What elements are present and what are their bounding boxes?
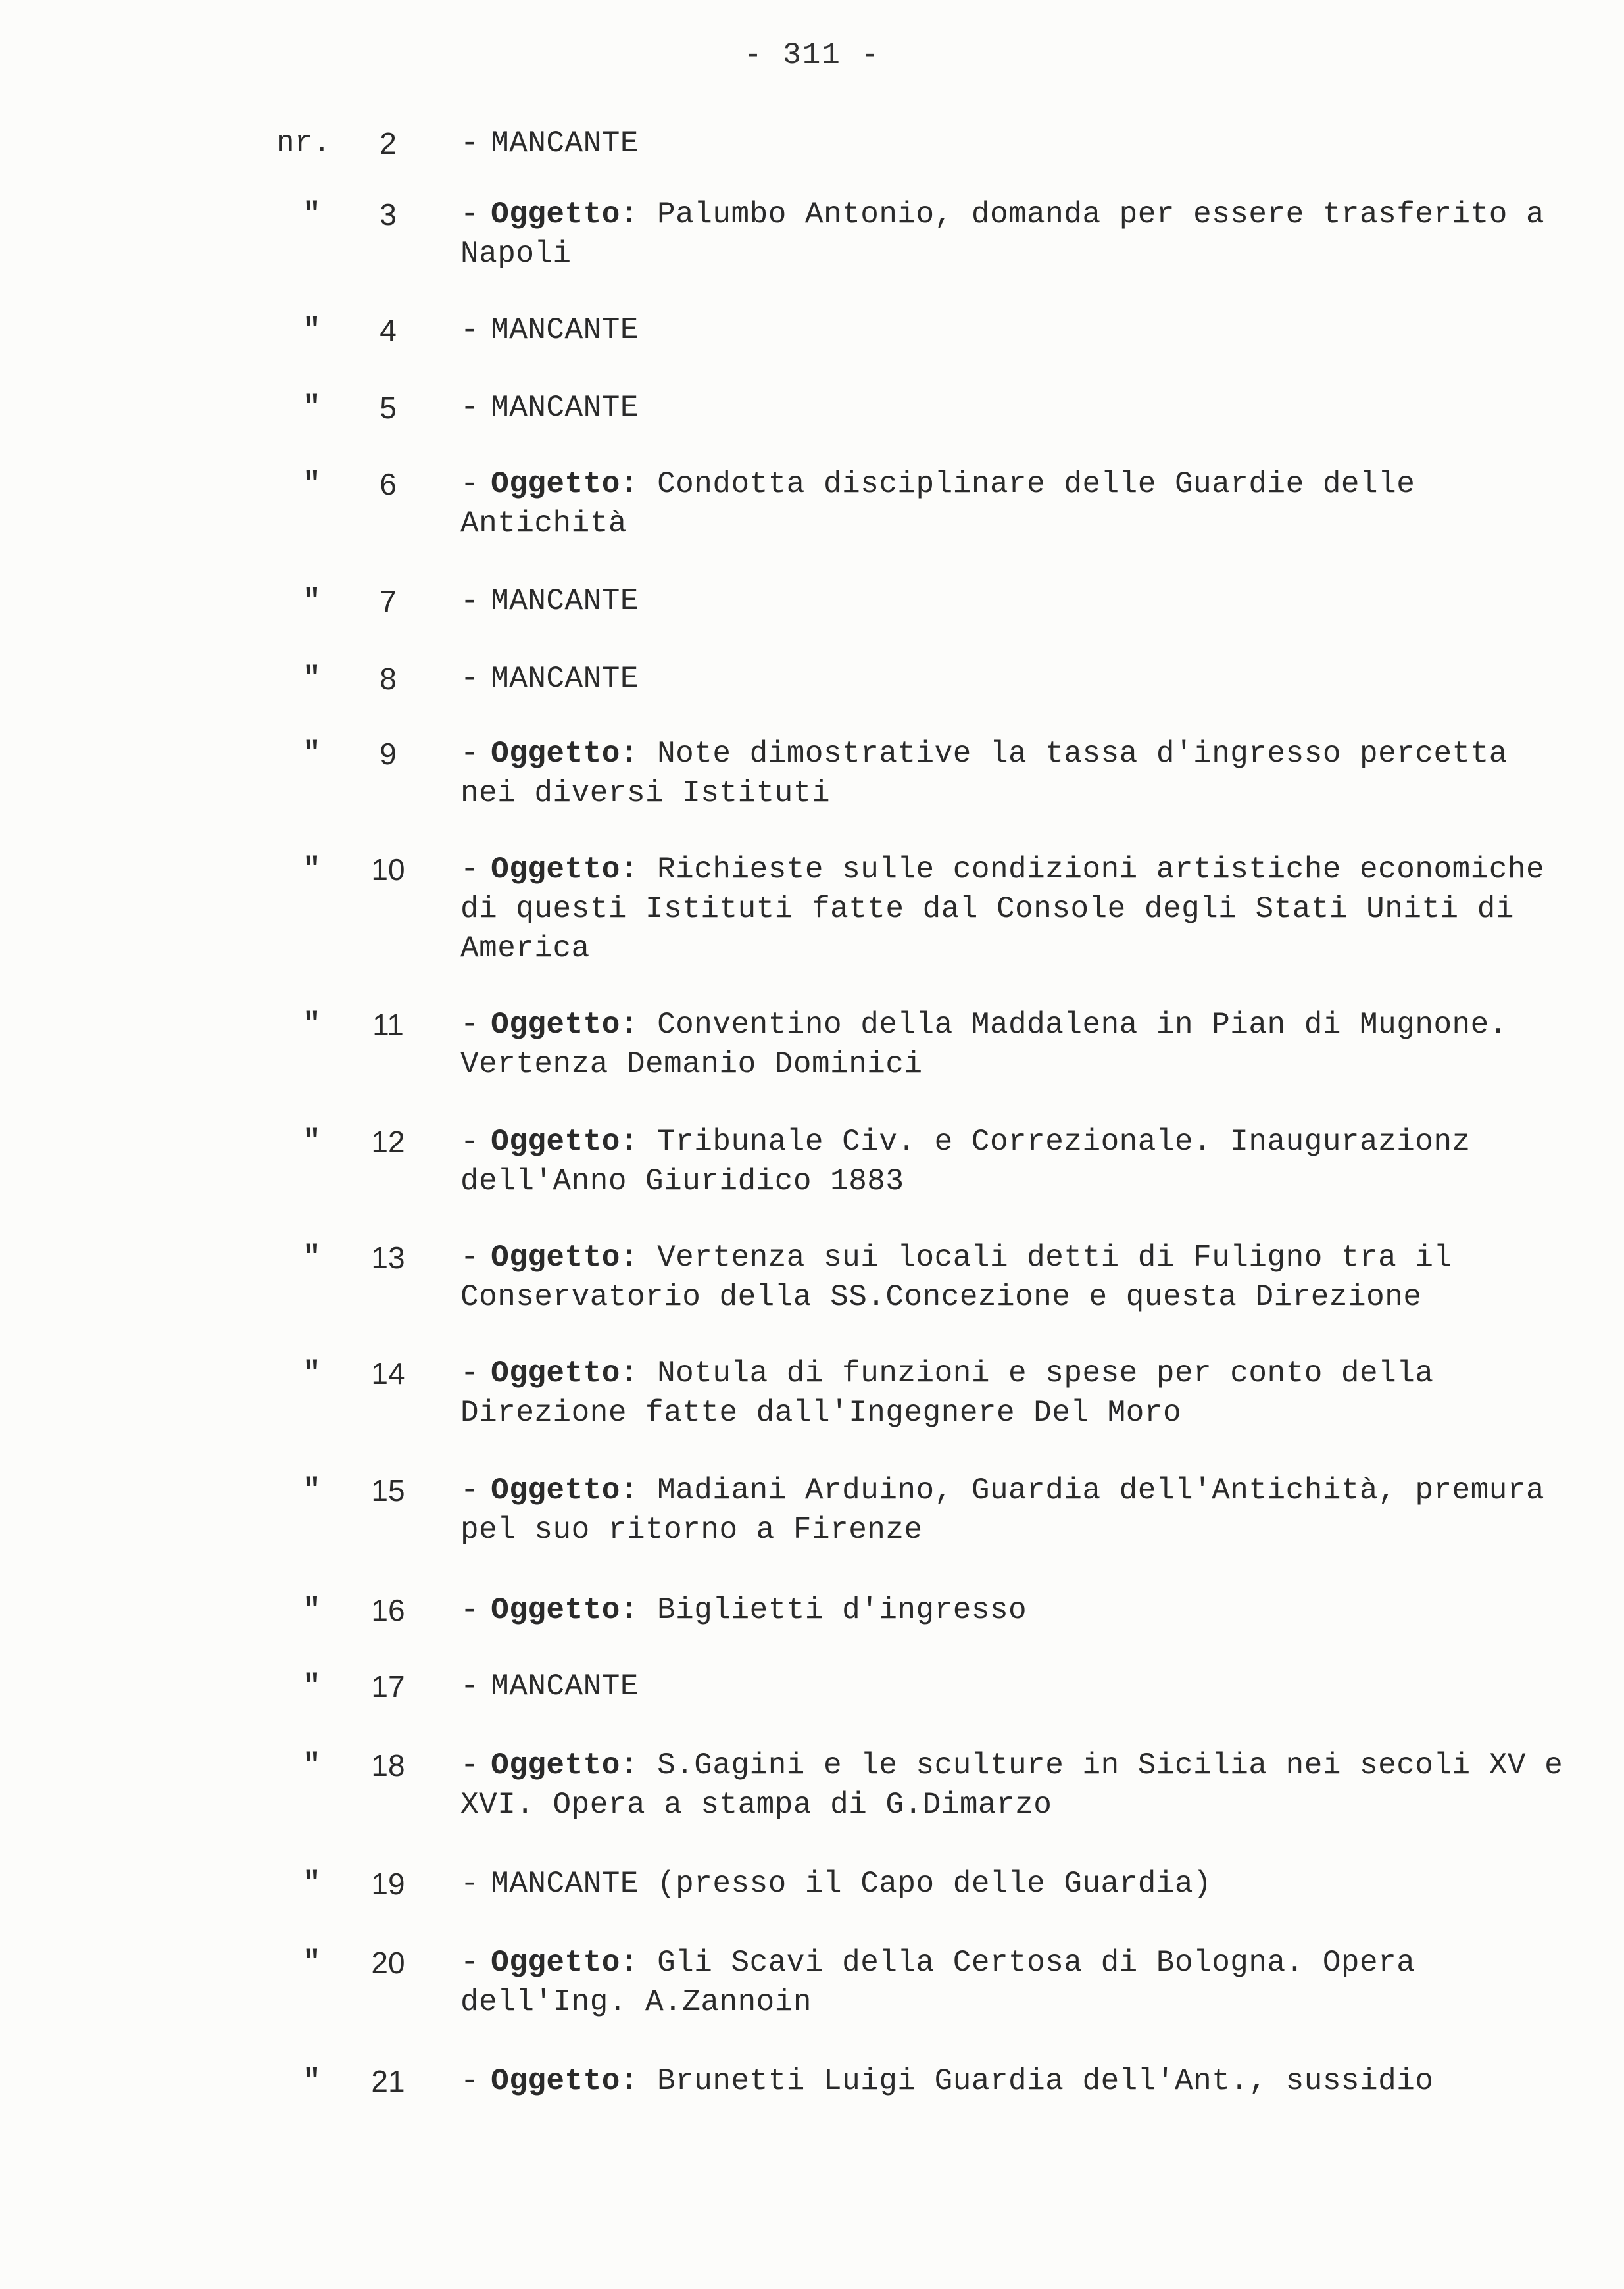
entry-number: 9 bbox=[380, 737, 397, 771]
ditto-mark: " bbox=[303, 1748, 321, 1783]
object-label: Oggetto: bbox=[491, 1748, 658, 1783]
entry-text bbox=[460, 1238, 1565, 1317]
entry-dash: - bbox=[460, 1473, 480, 1508]
object-description: S.Gagini e le sculture in Sicilia nei secoli XV e XVI. Opera a stampa di G.Dimarzo bbox=[460, 1748, 1563, 1822]
entry-text bbox=[460, 1122, 1565, 1201]
missing-status: MANCANTE bbox=[491, 584, 639, 618]
ditto-mark: " bbox=[303, 1593, 321, 1627]
object-description: Tribunale Civ. e Correzionale. Inaugurazionz dell'Anno Giuridico 1883 bbox=[460, 1125, 1471, 1198]
entry-dash: - bbox=[460, 1356, 480, 1391]
ditto-mark: " bbox=[303, 852, 321, 887]
entry-number: 4 bbox=[380, 313, 397, 347]
entry-text bbox=[460, 1667, 1565, 1706]
entry-number: 3 bbox=[380, 197, 397, 232]
object-label: Oggetto: bbox=[491, 1008, 658, 1042]
entry-text bbox=[460, 1864, 1565, 1904]
entry-dash: - bbox=[460, 852, 480, 887]
entry-dash: - bbox=[460, 1867, 480, 1901]
entry-label: nr. bbox=[276, 126, 331, 160]
entry-text bbox=[460, 1471, 1565, 1550]
entry-text bbox=[460, 581, 1565, 621]
entry-number: 14 bbox=[371, 1356, 405, 1391]
ditto-mark: " bbox=[303, 1125, 321, 1159]
entry-dash: - bbox=[460, 2064, 480, 2098]
object-label: Oggetto: bbox=[491, 1473, 658, 1508]
missing-status: MANCANTE bbox=[491, 1669, 639, 1704]
object-description: Richieste sulle condizioni artistiche economiche di questi Istituti fatte dal Console degli Stati Uniti di America bbox=[460, 852, 1545, 966]
ditto-mark: " bbox=[303, 1356, 321, 1391]
missing-status: MANCANTE bbox=[491, 313, 639, 347]
entry-dash: - bbox=[460, 1946, 480, 1980]
entry-text bbox=[460, 195, 1565, 274]
ditto-mark: " bbox=[303, 313, 321, 347]
entry-number: 18 bbox=[371, 1748, 405, 1783]
object-label: Oggetto: bbox=[491, 1241, 658, 1275]
object-description: Palumbo Antonio, domanda per essere trasferito a Napoli bbox=[460, 197, 1545, 271]
entry-dash: - bbox=[460, 737, 480, 771]
entry-number: 8 bbox=[380, 662, 397, 696]
entry-text bbox=[460, 1354, 1565, 1433]
object-description: Madiani Arduino, Guardia dell'Antichità, premura pel suo ritorno a Firenze bbox=[460, 1473, 1545, 1547]
entry-number: 20 bbox=[371, 1946, 405, 1980]
entry-number: 7 bbox=[380, 584, 397, 618]
ditto-mark: " bbox=[303, 391, 321, 425]
entry-text bbox=[460, 1590, 1565, 1630]
entry-text bbox=[460, 124, 1565, 163]
entry-text bbox=[460, 1746, 1565, 1825]
ditto-mark: " bbox=[303, 584, 321, 618]
object-label: Oggetto: bbox=[491, 737, 658, 771]
entry-number: 5 bbox=[380, 391, 397, 425]
entry-dash: - bbox=[460, 1669, 480, 1704]
entry-number: 15 bbox=[371, 1473, 405, 1508]
object-description: Notula di funzioni e spese per conto della Direzione fatte dall'Ingegnere Del Moro bbox=[460, 1356, 1434, 1430]
entry-dash: - bbox=[460, 1748, 480, 1783]
entry-number: 12 bbox=[371, 1125, 405, 1159]
missing-status: MANCANTE bbox=[491, 391, 639, 425]
entry-dash: - bbox=[460, 391, 480, 425]
object-description: Vertenza sui locali detti di Fuligno tra il Conservatorio della SS.Concezione e questa Direzione bbox=[460, 1241, 1452, 1314]
ditto-mark: " bbox=[303, 737, 321, 771]
object-label: Oggetto: bbox=[491, 1593, 658, 1627]
entry-text bbox=[460, 464, 1565, 543]
ditto-mark: " bbox=[303, 662, 321, 696]
ditto-mark: " bbox=[303, 1241, 321, 1275]
object-label: Oggetto: bbox=[491, 467, 658, 501]
ditto-mark: " bbox=[303, 2064, 321, 2098]
ditto-mark: " bbox=[303, 1008, 321, 1042]
entry-text bbox=[460, 734, 1565, 813]
ditto-mark: " bbox=[303, 197, 321, 232]
entry-number: 17 bbox=[371, 1669, 405, 1704]
entry-text bbox=[460, 659, 1565, 699]
entry-text bbox=[460, 1005, 1565, 1084]
entry-dash: - bbox=[460, 313, 480, 347]
object-description: Brunetti Luigi Guardia dell'Ant., sussidio bbox=[657, 2064, 1434, 2098]
entry-number: 16 bbox=[371, 1593, 405, 1627]
entry-dash: - bbox=[460, 1593, 480, 1627]
ditto-mark: " bbox=[303, 1946, 321, 1980]
object-description: Gli Scavi della Certosa di Bologna. Opera dell'Ing. A.Zannoin bbox=[460, 1946, 1415, 2019]
entry-number: 21 bbox=[371, 2064, 405, 2098]
entry-number: 2 bbox=[380, 126, 397, 160]
ditto-mark: " bbox=[303, 1473, 321, 1508]
entry-text bbox=[460, 850, 1565, 968]
missing-status: MANCANTE (presso il Capo delle Guardia) bbox=[491, 1867, 1212, 1901]
ditto-mark: " bbox=[303, 1867, 321, 1901]
entry-number: 6 bbox=[380, 467, 397, 501]
object-description: Condotta disciplinare delle Guardie delle Antichità bbox=[460, 467, 1415, 541]
object-label: Oggetto: bbox=[491, 852, 658, 887]
object-description: Biglietti d'ingresso bbox=[657, 1593, 1027, 1627]
entry-dash: - bbox=[460, 126, 480, 160]
entry-text bbox=[460, 2061, 1565, 2101]
entry-text bbox=[460, 1943, 1565, 2022]
entry-number: 11 bbox=[372, 1008, 404, 1042]
entry-text bbox=[460, 388, 1565, 428]
entry-dash: - bbox=[460, 1008, 480, 1042]
entry-dash: - bbox=[460, 584, 480, 618]
object-label: Oggetto: bbox=[491, 1125, 658, 1159]
missing-status: MANCANTE bbox=[491, 662, 639, 696]
ditto-mark: " bbox=[303, 1669, 321, 1704]
object-label: Oggetto: bbox=[491, 2064, 658, 2098]
entry-text bbox=[460, 310, 1565, 350]
page-number: - 311 - bbox=[743, 38, 881, 72]
missing-status: MANCANTE bbox=[491, 126, 639, 160]
object-label: Oggetto: bbox=[491, 1356, 658, 1391]
entry-number: 19 bbox=[371, 1867, 405, 1901]
ditto-mark: " bbox=[303, 467, 321, 501]
entry-dash: - bbox=[460, 1241, 480, 1275]
entry-dash: - bbox=[460, 197, 480, 232]
object-description: Conventino della Maddalena in Pian di Mugnone. Vertenza Demanio Dominici bbox=[460, 1008, 1508, 1081]
entry-number: 10 bbox=[371, 852, 405, 887]
entry-number: 13 bbox=[371, 1241, 405, 1275]
object-label: Oggetto: bbox=[491, 197, 658, 232]
object-description: Note dimostrative la tassa d'ingresso percetta nei diversi Istituti bbox=[460, 737, 1508, 810]
entry-dash: - bbox=[460, 662, 480, 696]
entry-dash: - bbox=[460, 1125, 480, 1159]
entry-dash: - bbox=[460, 467, 480, 501]
object-label: Oggetto: bbox=[491, 1946, 658, 1980]
